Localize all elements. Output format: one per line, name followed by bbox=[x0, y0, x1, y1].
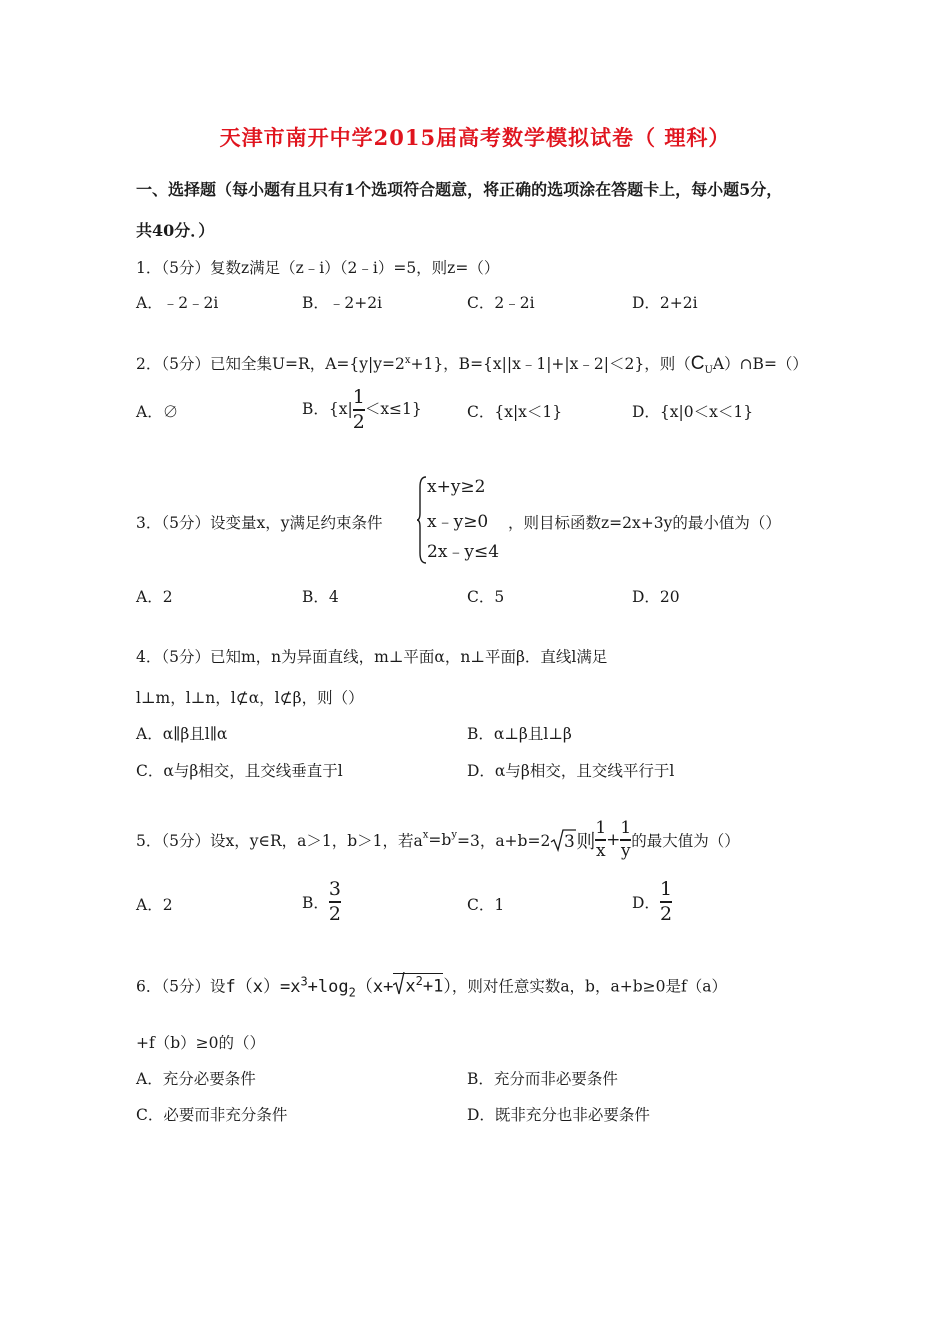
fraction-numerator: 3 bbox=[328, 878, 341, 900]
q2-option-a: A．∅ bbox=[136, 403, 179, 421]
q2-stem-sub: U bbox=[704, 365, 713, 377]
log-arg-open: （x+ bbox=[355, 977, 394, 997]
q1-option-b: B．﹣2+2i bbox=[302, 294, 383, 312]
q6-option-b: B．充分而非必要条件 bbox=[467, 1070, 618, 1088]
section-heading-line1: 一、选择题（每小题有且只有1个选项符合题意，将正确的选项涂在答题卡上，每小题5分， bbox=[136, 180, 783, 199]
q5-mid2: =3，a+b=2 bbox=[456, 831, 551, 850]
q5-option-c: C．1 bbox=[467, 896, 505, 914]
fraction-numerator: 1 bbox=[659, 878, 673, 900]
q5-option-b-prefix: B． bbox=[302, 893, 329, 912]
question-2-stem bbox=[136, 352, 808, 376]
sqrt-radicand: 3 bbox=[564, 831, 576, 852]
f1-denominator: x bbox=[595, 840, 606, 861]
complement-symbol: C bbox=[690, 353, 705, 374]
q4-option-d: D．α与β相交，且交线平行于l bbox=[467, 762, 675, 780]
q3-option-c: C．5 bbox=[467, 588, 505, 606]
q2-option-b-prefix: B．{x| bbox=[302, 399, 353, 418]
q5-stem-before: 5．（5分）设x，y∈R，a＞1，b＞1，若a bbox=[136, 831, 423, 850]
q3-option-a: A．2 bbox=[136, 588, 173, 606]
question-4-stem-line2: l⊥m，l⊥n，l⊄α，l⊄β，则（） bbox=[136, 689, 364, 707]
q6-option-d: D．既非充分也非必要条件 bbox=[467, 1106, 650, 1124]
q2-option-c: C．{x|x＜1} bbox=[467, 403, 563, 421]
radical-sign-icon bbox=[393, 972, 405, 996]
q2-stem-before: 2．（5分）已知全集U=R，A={y|y=2 bbox=[136, 355, 405, 373]
fraction-one-half bbox=[660, 880, 672, 924]
q5-option-b bbox=[302, 880, 341, 924]
q1-option-d: D．2+2i bbox=[632, 294, 698, 312]
q1-option-a: A．﹣2﹣2i bbox=[136, 294, 219, 312]
radicand-power: 2 bbox=[415, 974, 423, 989]
q5-sup-y: y bbox=[451, 829, 457, 841]
question-4-stem: 4．（5分）已知m，n为异面直线，m⊥平面α，n⊥平面β．直线l满足 bbox=[136, 648, 608, 666]
constraint-1: x+y≥2 bbox=[427, 477, 486, 497]
q6-stem-after: ，则对任意实数a，b，a+b≥0是f（a） bbox=[451, 977, 727, 996]
q1-option-c: C．2﹣2i bbox=[467, 294, 535, 312]
q6-option-a: A．充分必要条件 bbox=[136, 1070, 256, 1088]
q5-option-d-prefix: D． bbox=[632, 893, 660, 912]
sqrt-three bbox=[550, 828, 576, 852]
section-heading-line2: 共40分．） bbox=[136, 221, 215, 240]
q4-option-c: C．α与β相交，且交线垂直于l bbox=[136, 762, 343, 780]
fraction-three-halves bbox=[329, 880, 341, 924]
q6-option-c: C．必要而非充分条件 bbox=[136, 1106, 288, 1124]
question-3-stem-before: 3．（5分）设变量x，y满足约束条件 bbox=[136, 514, 383, 532]
q5-mid1: =b bbox=[428, 830, 452, 849]
fraction-denominator: 2 bbox=[328, 902, 341, 925]
q5-plus: + bbox=[606, 829, 621, 850]
q2-option-b bbox=[302, 388, 422, 432]
log-text: +log bbox=[307, 977, 349, 997]
f2-denominator: y bbox=[621, 840, 631, 861]
q5-sup-x: x bbox=[422, 829, 429, 841]
left-brace-icon bbox=[417, 475, 427, 565]
question-6-stem bbox=[136, 972, 727, 999]
question-3-stem-after: ，则目标函数z=2x+3y的最小值为（） bbox=[508, 514, 781, 532]
func-text: f（x）=x bbox=[225, 977, 301, 997]
q2-stem-middle: +1}，B={x||x﹣1|+|x﹣2|＜2}，则（ bbox=[410, 355, 691, 373]
question-5-stem bbox=[136, 820, 740, 860]
q2-stem-after: A）∩B=（） bbox=[712, 355, 808, 373]
f2-numerator: 1 bbox=[620, 818, 632, 838]
question-6-stem-line2: +f（b）≥0的（） bbox=[136, 1034, 265, 1052]
fraction-denominator: 2 bbox=[352, 410, 365, 433]
radicand-tail: +1 bbox=[422, 977, 444, 997]
question-1-stem: 1．（5分）复数z满足（z﹣i）（2﹣i）=5，则z=（） bbox=[136, 259, 500, 277]
q5-option-d bbox=[632, 880, 672, 924]
fraction-one-half bbox=[353, 388, 365, 432]
fraction-one-over-y bbox=[620, 820, 631, 860]
q5-ze: 则 bbox=[576, 830, 596, 853]
page-title: 天津市南开中学2015届高考数学模拟试卷（ 理科） bbox=[219, 125, 731, 150]
radicand-x: x bbox=[405, 977, 416, 997]
log-base: 2 bbox=[348, 985, 356, 1000]
function-expression bbox=[225, 974, 452, 1000]
q5-stem-after: 的最大值为（） bbox=[631, 831, 740, 850]
sqrt-expression bbox=[393, 973, 443, 997]
q5-option-a: A．2 bbox=[136, 896, 173, 914]
log-arg-close: ） bbox=[443, 977, 452, 997]
f1-numerator: 1 bbox=[595, 818, 607, 838]
fraction-denominator: 2 bbox=[659, 902, 673, 925]
q3-option-b: B．4 bbox=[302, 588, 339, 606]
q2-option-b-suffix: ＜x≤1} bbox=[364, 399, 422, 418]
fraction-numerator: 1 bbox=[352, 386, 365, 408]
q3-option-d: D．20 bbox=[632, 588, 680, 606]
constraint-3: 2x﹣y≤4 bbox=[427, 542, 500, 562]
q4-option-b: B．α⊥β且l⊥β bbox=[467, 725, 572, 743]
q4-option-a: A．α∥β且l∥α bbox=[136, 725, 228, 743]
radical-sign-icon bbox=[550, 828, 576, 852]
constraint-2: x﹣y≥0 bbox=[427, 512, 489, 532]
q2-option-d: D．{x|0＜x＜1} bbox=[632, 403, 754, 421]
q2-stem-sup: x bbox=[404, 354, 411, 366]
fraction-one-over-x bbox=[595, 820, 606, 860]
func-power: 3 bbox=[300, 974, 308, 989]
q6-stem-before: 6．（5分）设 bbox=[136, 977, 226, 996]
